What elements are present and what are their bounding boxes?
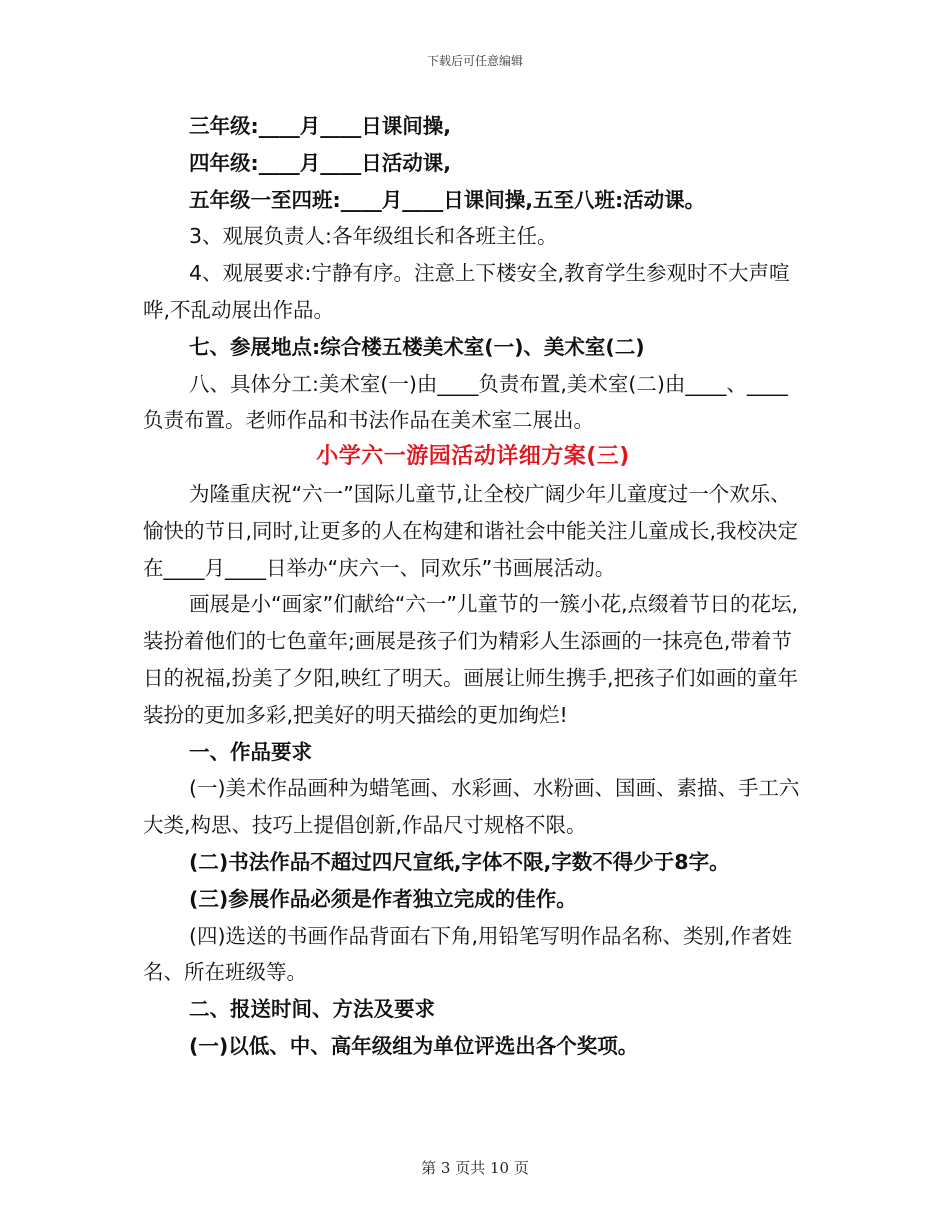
paragraph-awards: (一)以低、中、高年级组为单位评选出各个奖项。	[189, 1033, 639, 1058]
paragraph-art-works: (一)美术作品画种为蜡笔画、水彩画、水粉画、国画、素描、手工六大类,构思、技巧上提倡创新,作品尺寸规格不限。	[143, 776, 800, 838]
paragraph-original-work: (三)参展作品必须是作者独立完成的佳作。	[189, 886, 577, 911]
document-body	[143, 108, 803, 1065]
paragraph-grade-four: 四年级:____月____日活动课,	[189, 150, 451, 175]
page-number: 第 3 页共 10 页	[421, 1159, 529, 1177]
paragraph-grade-three: 三年级:____月____日课间操,	[189, 114, 451, 138]
section-title: 小学六一游园活动详细方案(三)	[316, 444, 630, 470]
paragraph-grade-five: 五年级一至四班:____月____日课间操,五至八班:活动课。	[189, 187, 706, 212]
paragraph-exhibit-location: 七、参展地点:综合楼五楼美术室(一)、美术室(二)	[189, 334, 645, 359]
header-note: 下载后可任意编辑	[426, 54, 523, 68]
paragraph-calligraphy: (二)书法作品不超过四尺宣纸,字体不限,字数不得少于8字。	[189, 849, 730, 874]
paragraph-intro: 为隆重庆祝“六一”国际儿童节,让全校广阔少年儿童度过一个欢乐、愉快的节日,同时,让更多的人在构建和谐社会中能关注儿童成长,我校决定在____月____日举办“庆六一、同欢乐”书画展活动。	[143, 481, 799, 580]
paragraph-labeling: (四)选送的书画作品背面右下角,用铅笔写明作品名称、类别,作者姓名、所在班级等。	[143, 923, 793, 985]
heading-submission: 二、报送时间、方法及要求	[189, 997, 435, 1022]
heading-work-requirements: 一、作品要求	[189, 739, 312, 764]
paragraph-exhibit-description: 画展是小“画家”们献给“六一”儿童节的一簇小花,点缀着节日的花坛,装扮着他们的七色童年;画展是孩子们为精彩人生添画的一抹亮色,带着节日的祝福,扮美了夕阳,映红了明天。画展让师生携手,把孩子们如画的童年装扮的更加多彩,把美好的明天描绘的更加绚烂!	[143, 592, 799, 727]
paragraph-division-of-work: 八、具体分工:美术室(一)由____负责布置,美术室(二)由____、____负责布置。老师作品和书法作品在美术室二展出。	[143, 371, 788, 433]
paragraph-viewing-owner: 3、观展负责人:各年级组长和各班主任。	[189, 224, 558, 249]
paragraph-viewing-rules: 4、观展要求:宁静有序。注意上下楼安全,教育学生参观时不大声喧哗,不乱动展出作品。	[143, 261, 790, 322]
